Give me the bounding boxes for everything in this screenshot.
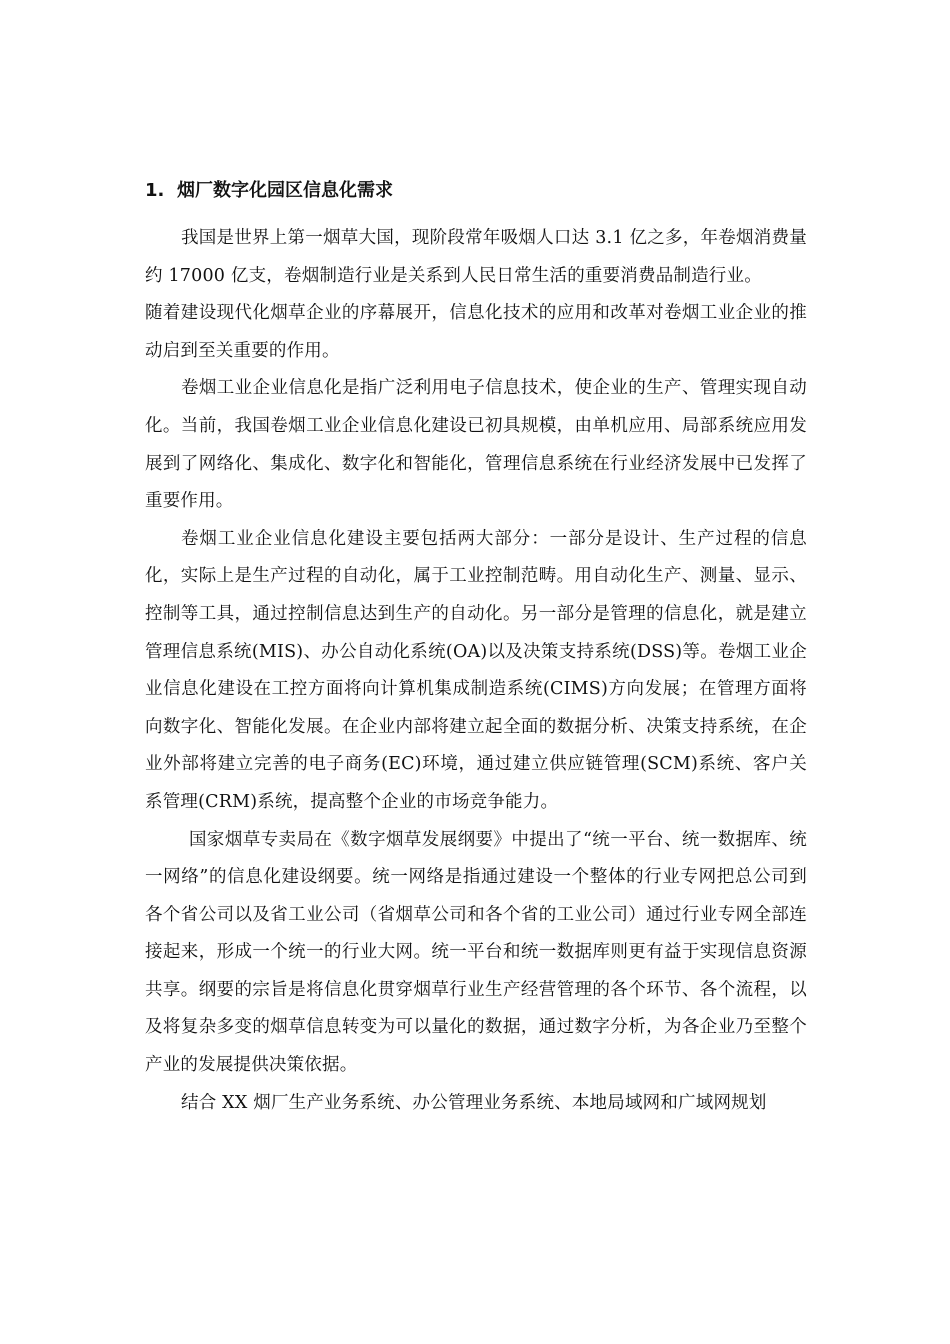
section-heading [145,168,807,214]
paragraph-2: 随着建设现代化烟草企业的序幕展开，信息化技术的应用和改革对卷烟工业企业的推动启到至关重要的作用。 [145,303,807,361]
paragraph-1: 我国是世界上第一烟草大国，现阶段常年吸烟人口达 3.1 亿之多，年卷烟消费量约 17000 亿支，卷烟制造行业是关系到人民日常生活的重要消费品制造行业。 [145,228,807,286]
paragraph-5: 国家烟草专卖局在《数字烟草发展纲要》中提出了“统一平台、统一数据库、统一网络”的信息化建设纲要。统一网络是指通过建设一个整体的行业专网把总公司到各个省公司以及省工业公司（省烟草公司和各个省的工业公司）通过行业专网全部连接起来，形成一个统一的行业大网。统一平台和统一数据库则更有益于实现信息资源共享。纲要的宗旨是将信息化贯穿烟草行业生产经营管理的各个环节、各个流程，以及将复杂多变的烟草信息转变为可以量化的数据，通过数字分析，为各企业乃至整个产业的发展提供决策依据。 [145,829,807,1076]
document-body [145,168,807,1122]
section-title: 烟厂数字化园区信息化需求 [177,180,393,201]
paragraph-4: 卷烟工业企业信息化建设主要包括两大部分：一部分是设计、生产过程的信息化，实际上是生产过程的自动化，属于工业控制范畴。用自动化生产、测量、显示、控制等工具，通过控制信息达到生产的自动化。另一部分是管理的信息化，就是建立管理信息系统(MIS)、办公自动化系统(OA)以及决策支持系统(DSS)等。卷烟工业企业信息化建设在工控方面将向计算机集成制造系统(CIMS)方向发展；在管理方面将向数字化、智能化发展。在企业内部将建立起全面的数据分析、决策支持系统，在企业外部将建立完善的电子商务(EC)环境，通过建立供应链管理(SCM)系统、客户关系管理(CRM)系统，提高整个企业的市场竞争能力。 [145,528,807,812]
paragraph-3: 卷烟工业企业信息化是指广泛利用电子信息技术，使企业的生产、管理实现自动化。当前，我国卷烟工业企业信息化建设已初具规模，由单机应用、局部系统应用发展到了网络化、集成化、数字化和智能化，管理信息系统在行业经济发展中已发挥了重要作用。 [145,378,807,512]
section-number: 1. [145,180,165,201]
paragraph-6: 结合 XX 烟厂生产业务系统、办公管理业务系统、本地局域网和广域网规划 [181,1092,767,1113]
